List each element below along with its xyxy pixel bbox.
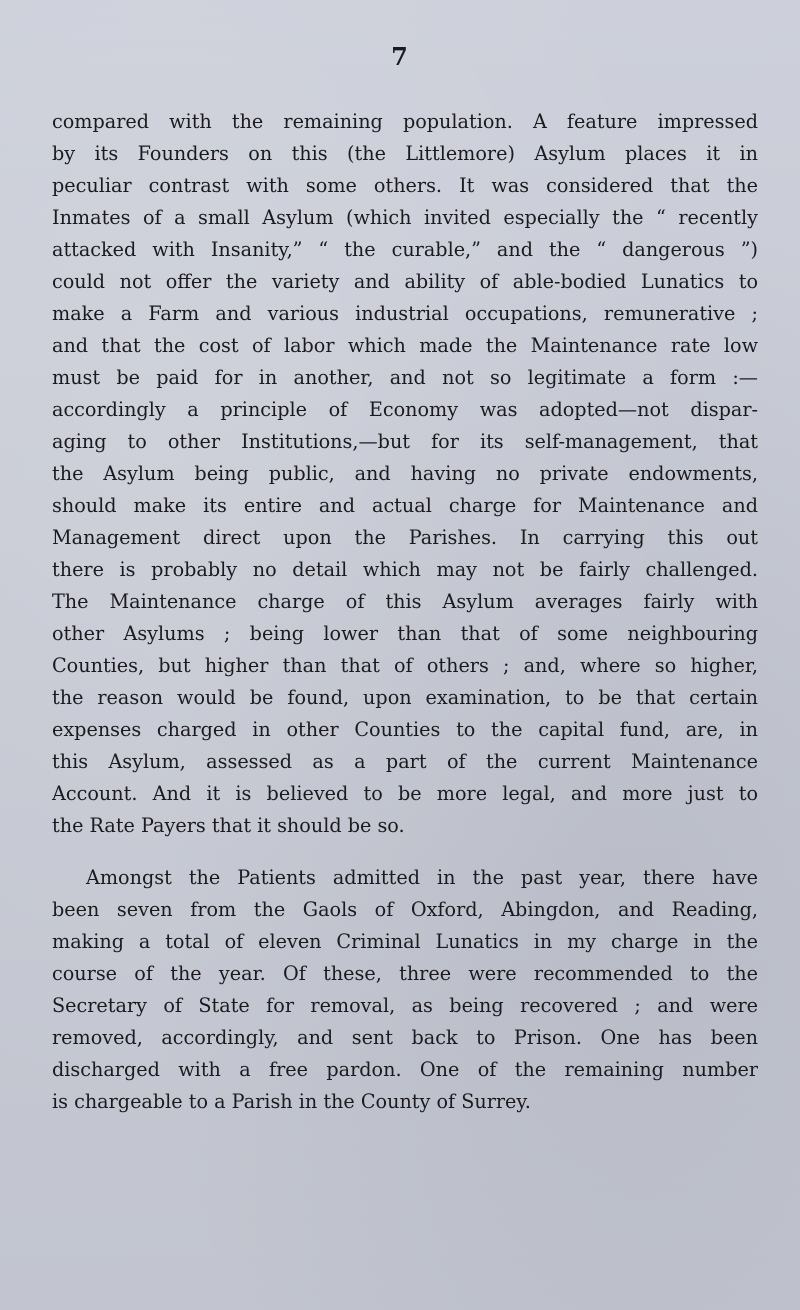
text-line: should make its entire and actual charge for Maintenance and — [52, 494, 758, 517]
text-line: could not offer the variety and ability of able-bodied Lunatics to — [52, 270, 758, 293]
text-line: course of the year. Of these, three were recommended to the — [52, 962, 758, 985]
text-line: the Rate Payers that it should be so. — [52, 814, 405, 837]
text-line: the Asylum being public, and having no private endowments, — [52, 462, 758, 485]
text-line: other Asylums ; being lower than that of some neighbouring — [52, 622, 758, 645]
text-line: discharged with a free pardon. One of the remaining number — [52, 1058, 758, 1081]
text-line: Counties, but higher than that of others ; and, where so higher, — [52, 654, 758, 677]
text-line: the reason would be found, upon examination, to be that certain — [52, 686, 758, 709]
text-line: expenses charged in other Counties to the capital fund, are, in — [52, 718, 758, 741]
text-line: Amongst the Patients admitted in the past year, there have — [86, 866, 758, 889]
text-line: this Asylum, assessed as a part of the current Maintenance — [52, 750, 758, 773]
text-line: Inmates of a small Asylum (which invited especially the “ recently — [52, 206, 758, 229]
text-line: accordingly a principle of Economy was adopted—not dispar- — [52, 398, 758, 421]
text-line: aging to other Institutions,—but for its self-management, that — [52, 430, 758, 453]
text-line: make a Farm and various industrial occupations, remunerative ; — [52, 302, 758, 325]
text-line: and that the cost of labor which made the Maintenance rate low — [52, 334, 758, 357]
page-number: 7 — [391, 42, 409, 71]
text-line: must be paid for in another, and not so legitimate a form :— — [52, 366, 758, 389]
text-line: compared with the remaining population. A feature impressed — [52, 110, 758, 133]
text-line: attacked with Insanity,” “ the curable,” and the “ dangerous ”) — [52, 238, 758, 261]
text-line: The Maintenance charge of this Asylum averages fairly with — [52, 590, 758, 613]
text-line: Account. And it is believed to be more legal, and more just to — [52, 782, 758, 805]
text-line: been seven from the Gaols of Oxford, Abingdon, and Reading, — [52, 898, 758, 921]
text-line: peculiar contrast with some others. It was considered that the — [52, 174, 758, 197]
text-line: by its Founders on this (the Littlemore) Asylum places it in — [52, 142, 758, 165]
text-line: Management direct upon the Parishes. In carrying this out — [52, 526, 758, 549]
text-line: there is probably no detail which may not be fairly challenged. — [52, 558, 758, 581]
paragraph-1 — [52, 106, 758, 842]
text-line: making a total of eleven Criminal Lunatics in my charge in the — [52, 930, 758, 953]
paragraph-2 — [52, 862, 758, 1118]
text-line: Secretary of State for removal, as being recovered ; and were — [52, 994, 758, 1017]
text-line: removed, accordingly, and sent back to Prison. One has been — [52, 1026, 758, 1049]
text-line: is chargeable to a Parish in the County of Surrey. — [52, 1090, 531, 1113]
